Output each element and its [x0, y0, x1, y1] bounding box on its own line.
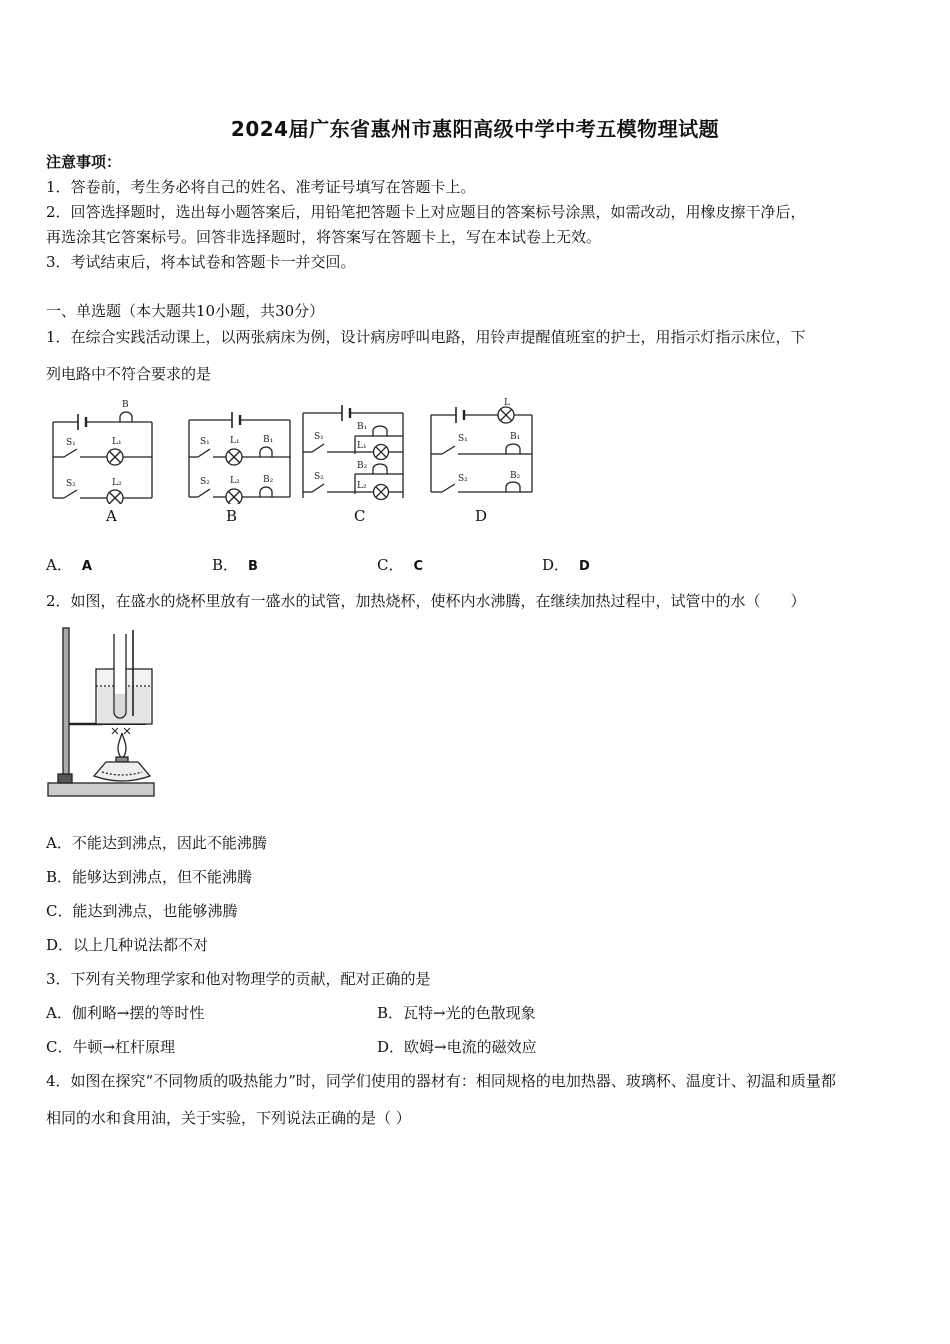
circuit-c-label-l2: L₂	[357, 481, 367, 491]
q2-option-d[interactable]: D．以上几种说法都不对	[46, 936, 209, 954]
q3-stem: 3．下列有关物理学家和他对物理学的贡献，配对正确的是	[46, 970, 431, 988]
circuit-a-diagram	[50, 398, 156, 504]
circuit-d-label: D	[475, 507, 488, 525]
q3-option-a[interactable]: A．伽利略→摆的等时性	[46, 1004, 205, 1022]
q1-option-c-value: C	[413, 559, 424, 574]
circuit-b-label-s2: S₂	[200, 477, 210, 487]
circuit-b-label-b2: B₂	[263, 475, 274, 485]
circuit-c-label-b2: B₂	[357, 461, 368, 471]
q1-option-c-key: C．	[377, 556, 404, 574]
circuit-a-label: A	[106, 507, 117, 525]
circuit-c-diagram	[300, 398, 406, 506]
circuit-b-label-l2: L₂	[230, 476, 240, 486]
circuit-c-label: C	[354, 507, 366, 525]
q1-stem-line2: 列电路中不符合要求的是	[46, 365, 212, 383]
circuit-b-diagram	[186, 398, 294, 504]
circuit-d-label-b1: B₁	[510, 432, 521, 442]
circuit-c-label-b1: B₁	[357, 422, 368, 432]
q2-option-b[interactable]: B．能够达到沸点，但不能沸腾	[46, 868, 253, 886]
q1-option-d-key: D．	[542, 556, 570, 574]
circuit-d-label-s1: S₁	[458, 434, 468, 444]
q1-option-a-value: A	[81, 559, 92, 574]
circuit-b-label-s1: S₁	[200, 437, 210, 447]
notice-item-2: 2．回答选择题时，选出每小题答案后，用铅笔把答题卡上对应题目的答案标号涂黑，如需改动，用橡皮擦干净后，	[46, 203, 806, 221]
circuit-b-label-l1: L₁	[230, 436, 240, 446]
q3-option-d[interactable]: D．欧姆→电流的磁效应	[377, 1038, 537, 1056]
circuit-b-label: B	[226, 507, 238, 525]
q1-option-b-value: B	[248, 559, 258, 574]
q4-stem-line2: 相同的水和食用油，关于实验，下列说法正确的是（ ）	[46, 1109, 411, 1127]
circuit-d-label-s2: S₂	[458, 474, 468, 484]
section-heading: 一、单选题（本大题共10小题，共30分）	[46, 302, 325, 320]
circuit-a-label-b: B	[122, 400, 129, 410]
q1-stem-line1: 1．在综合实践活动课上，以两张病床为例，设计病房呼叫电路，用铃声提醒值班室的护士，用指示灯指示床位，下	[46, 328, 806, 346]
q1-option-b[interactable]	[212, 555, 258, 577]
q1-option-a[interactable]	[46, 555, 92, 577]
q1-option-a-key: A．	[46, 556, 72, 574]
circuit-a-label-s1: S₁	[66, 438, 76, 448]
circuit-c-label-s2: S₂	[314, 472, 324, 482]
circuit-a-label-l2: L₂	[112, 478, 122, 488]
beaker-heating-apparatus-figure	[46, 624, 158, 802]
q2-option-c[interactable]: C．能达到沸点，也能够沸腾	[46, 902, 238, 920]
circuit-d-label-b2: B₂	[510, 471, 521, 481]
circuit-c-label-l1: L₁	[357, 441, 367, 451]
page-title: 2024届广东省惠州市惠阳高级中学中考五模物理试题	[230, 117, 720, 141]
q1-option-b-key: B．	[212, 556, 239, 574]
notice-item-2-cont: 再选涂其它答案标号。回答非选择题时，将答案写在答题卡上，写在本试卷上无效。	[46, 228, 602, 246]
q1-option-d[interactable]	[542, 555, 590, 577]
circuit-a-label-l1: L₁	[112, 437, 122, 447]
q3-option-b[interactable]: B．瓦特→光的色散现象	[377, 1004, 536, 1022]
q1-option-d-value: D	[579, 559, 590, 574]
circuit-c-label-s1: S₁	[314, 432, 324, 442]
circuit-b-label-b1: B₁	[263, 435, 274, 445]
q2-option-a[interactable]: A．不能达到沸点，因此不能沸腾	[46, 834, 267, 852]
circuit-d-diagram	[428, 398, 536, 498]
q3-option-c[interactable]: C．牛顿→杠杆原理	[46, 1038, 176, 1056]
notice-item-3: 3．考试结束后，将本试卷和答题卡一并交回。	[46, 253, 356, 271]
notice-heading: 注意事项：	[46, 153, 122, 171]
notice-item-1: 1．答卷前，考生务必将自己的姓名、准考证号填写在答题卡上。	[46, 178, 476, 196]
q2-stem: 2．如图，在盛水的烧杯里放有一盛水的试管，加热烧杯，使杯内水沸腾，在继续加热过程中，试管中的水（ ）	[46, 592, 806, 610]
circuit-d-label-l: L	[504, 398, 510, 408]
q4-stem-line1: 4．如图在探究“不同物质的吸热能力”时，同学们使用的器材有：相同规格的电加热器、玻璃杯、温度计、初温和质量都	[46, 1072, 836, 1090]
q1-option-c[interactable]	[377, 555, 423, 577]
circuit-a-label-s2: S₂	[66, 479, 76, 489]
